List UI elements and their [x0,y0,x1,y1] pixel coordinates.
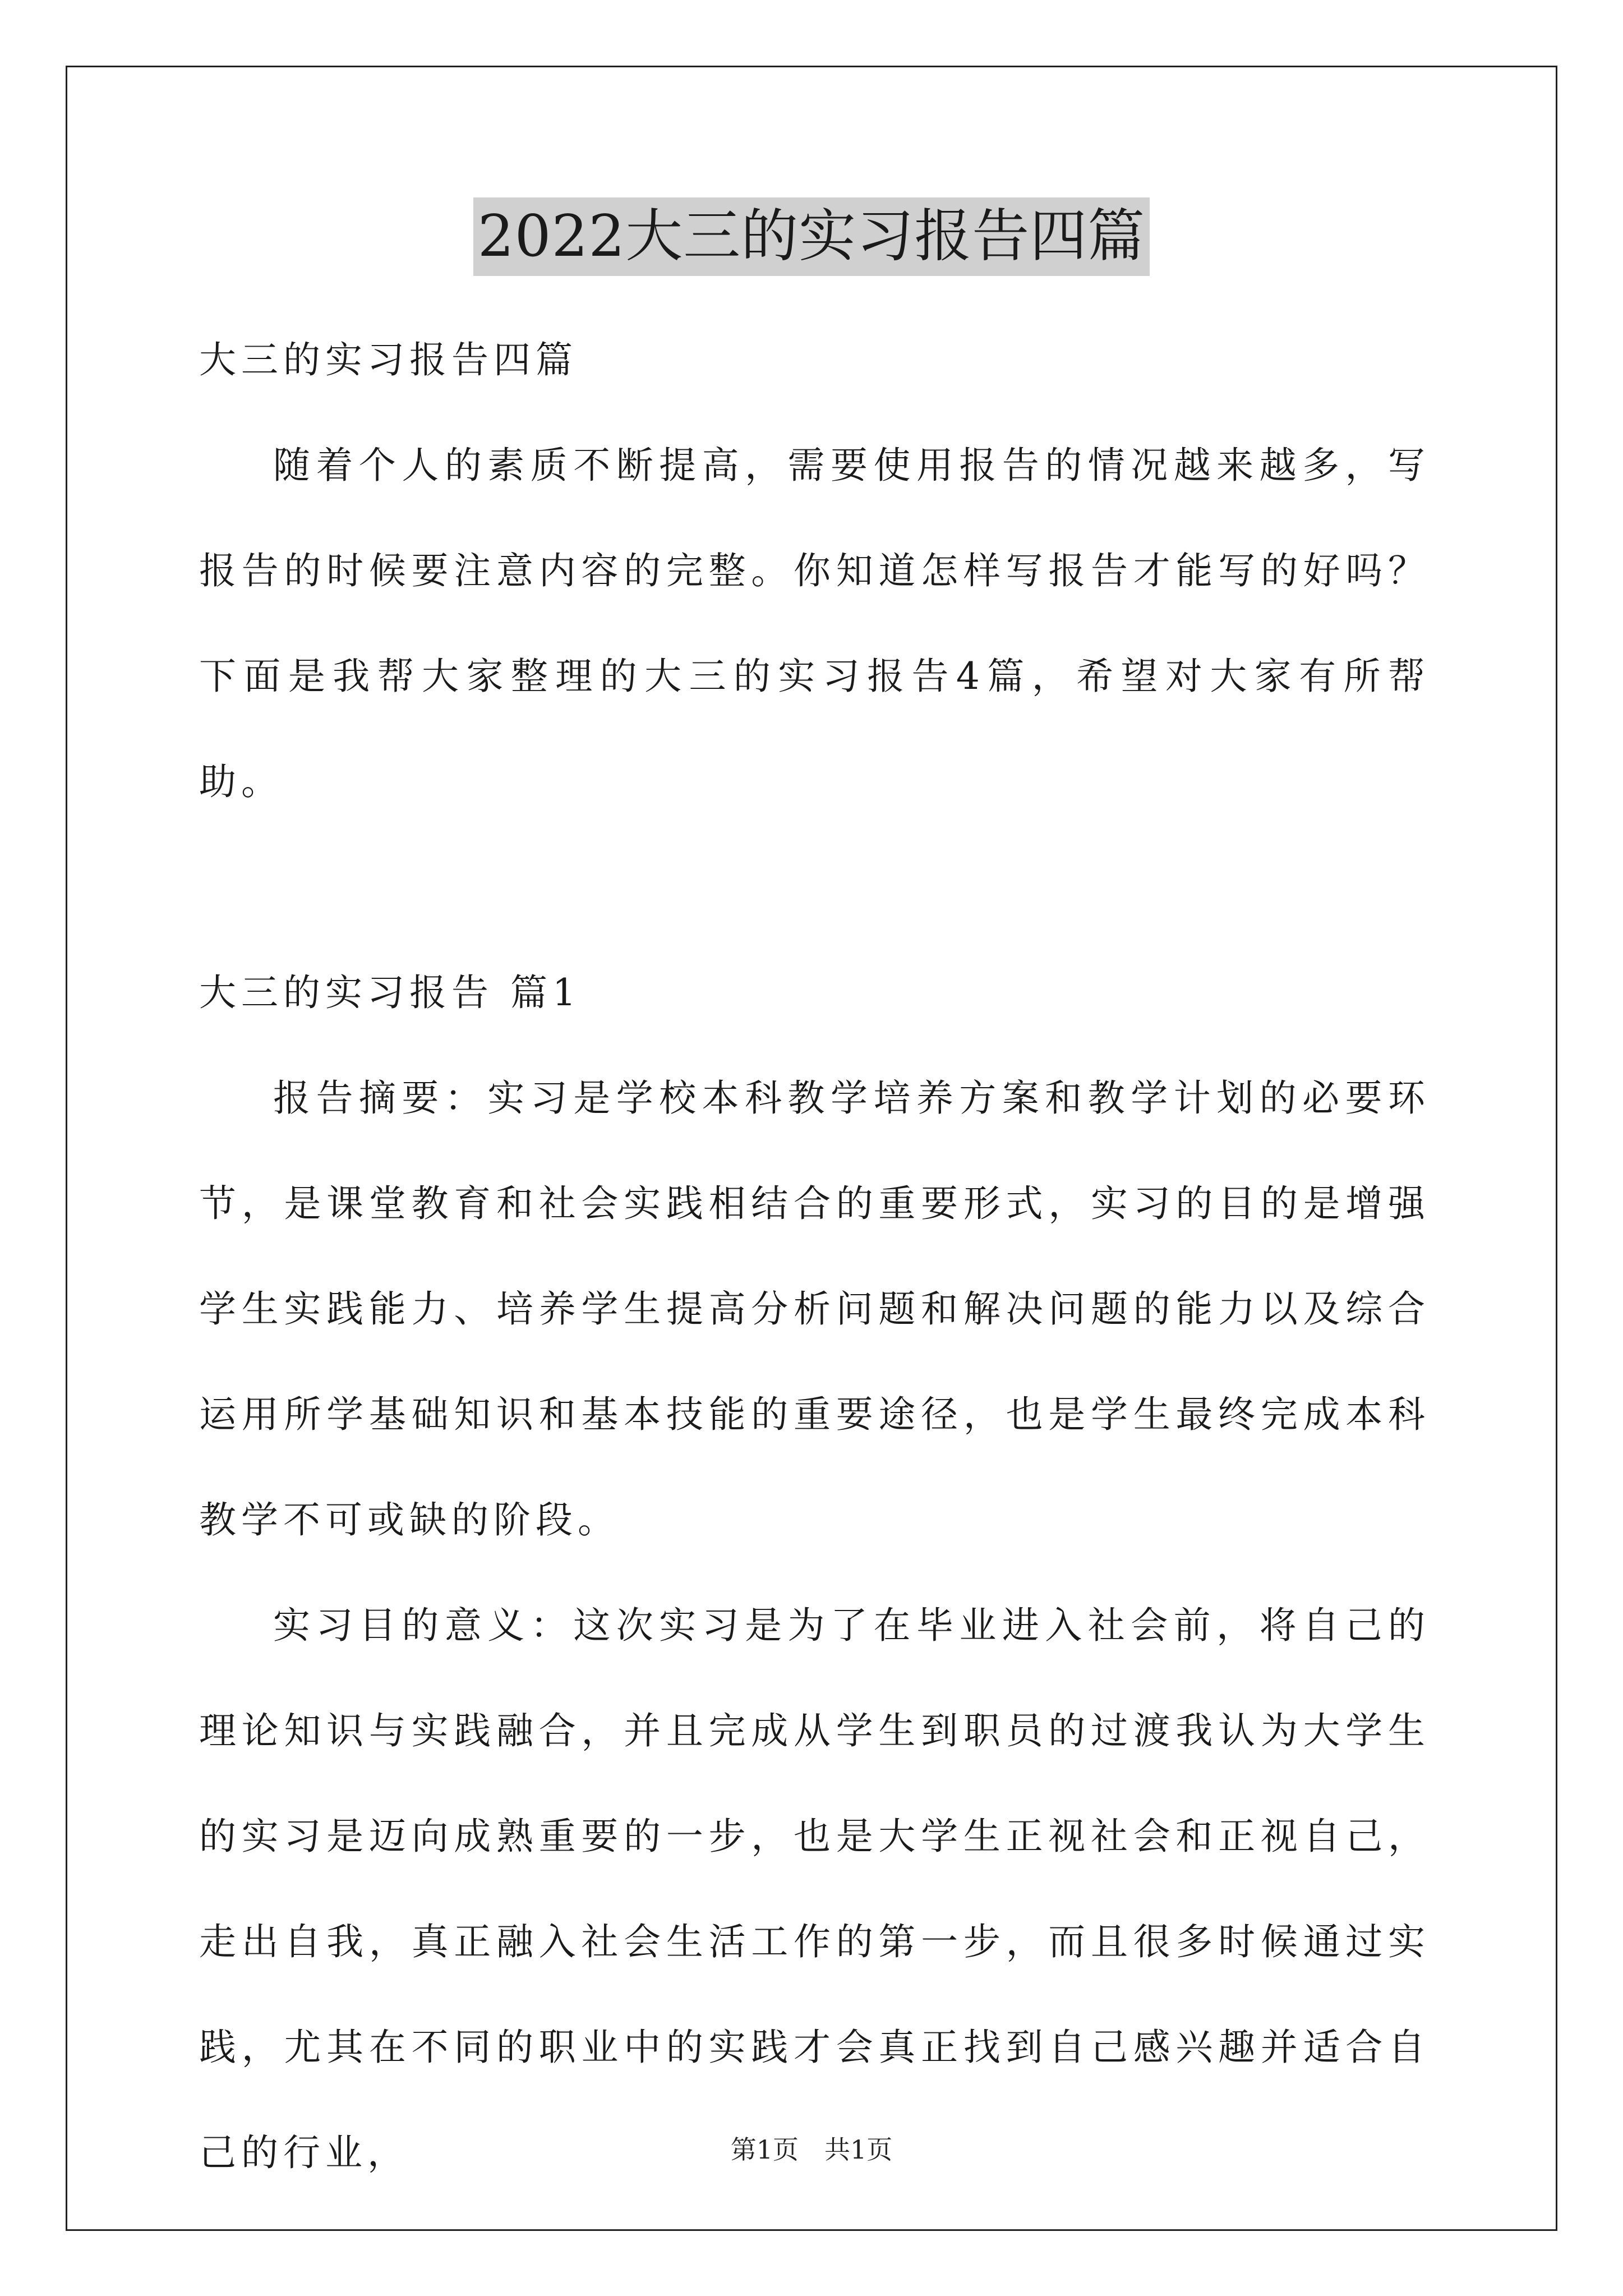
section1-paragraph-abstract: 报告摘要：实习是学校本科教学培养方案和教学计划的必要环节，是课堂教育和社会实践相结合的重要形式，实习的目的是增强学生实践能力、培养学生提高分析问题和解决问题的能力以及综合运用所学基础知识和基本技能的重要途径，也是学生最终完成本科教学不可或缺的阶段。 [199,1076,1430,1542]
subtitle: 大三的实习报告四篇 [199,338,578,381]
page-footer: 第1页 共1页 [730,2134,893,2165]
intro-paragraph: 随着个人的素质不断提高，需要使用报告的情况越来越多，写报告的时候要注意内容的完整。你知道怎样写报告才能写的好吗？下面是我帮大家整理的大三的实习报告4篇，希望对大家有所帮助。 [199,444,1430,803]
section1-heading: 大三的实习报告 篇1 [199,971,581,1014]
document-title: 2022大三的实习报告四篇 [473,197,1150,276]
title-wrap [0,197,1623,276]
document-body [199,307,1430,2206]
section1-paragraph-purpose: 实习目的意义：这次实习是为了在毕业进入社会前，将自己的理论知识与实践融合，并且完成从学生到职员的过渡我认为大学生的实习是迈向成熟重要的一步，也是大学生正视社会和正视自己，走出自我，真正融入社会生活工作的第一步，而且很多时候通过实践，尤其在不同的职业中的实践才会真正找到自己感兴趣并适合自己的行业， [199,1604,1430,2174]
section-gap [199,835,1430,940]
